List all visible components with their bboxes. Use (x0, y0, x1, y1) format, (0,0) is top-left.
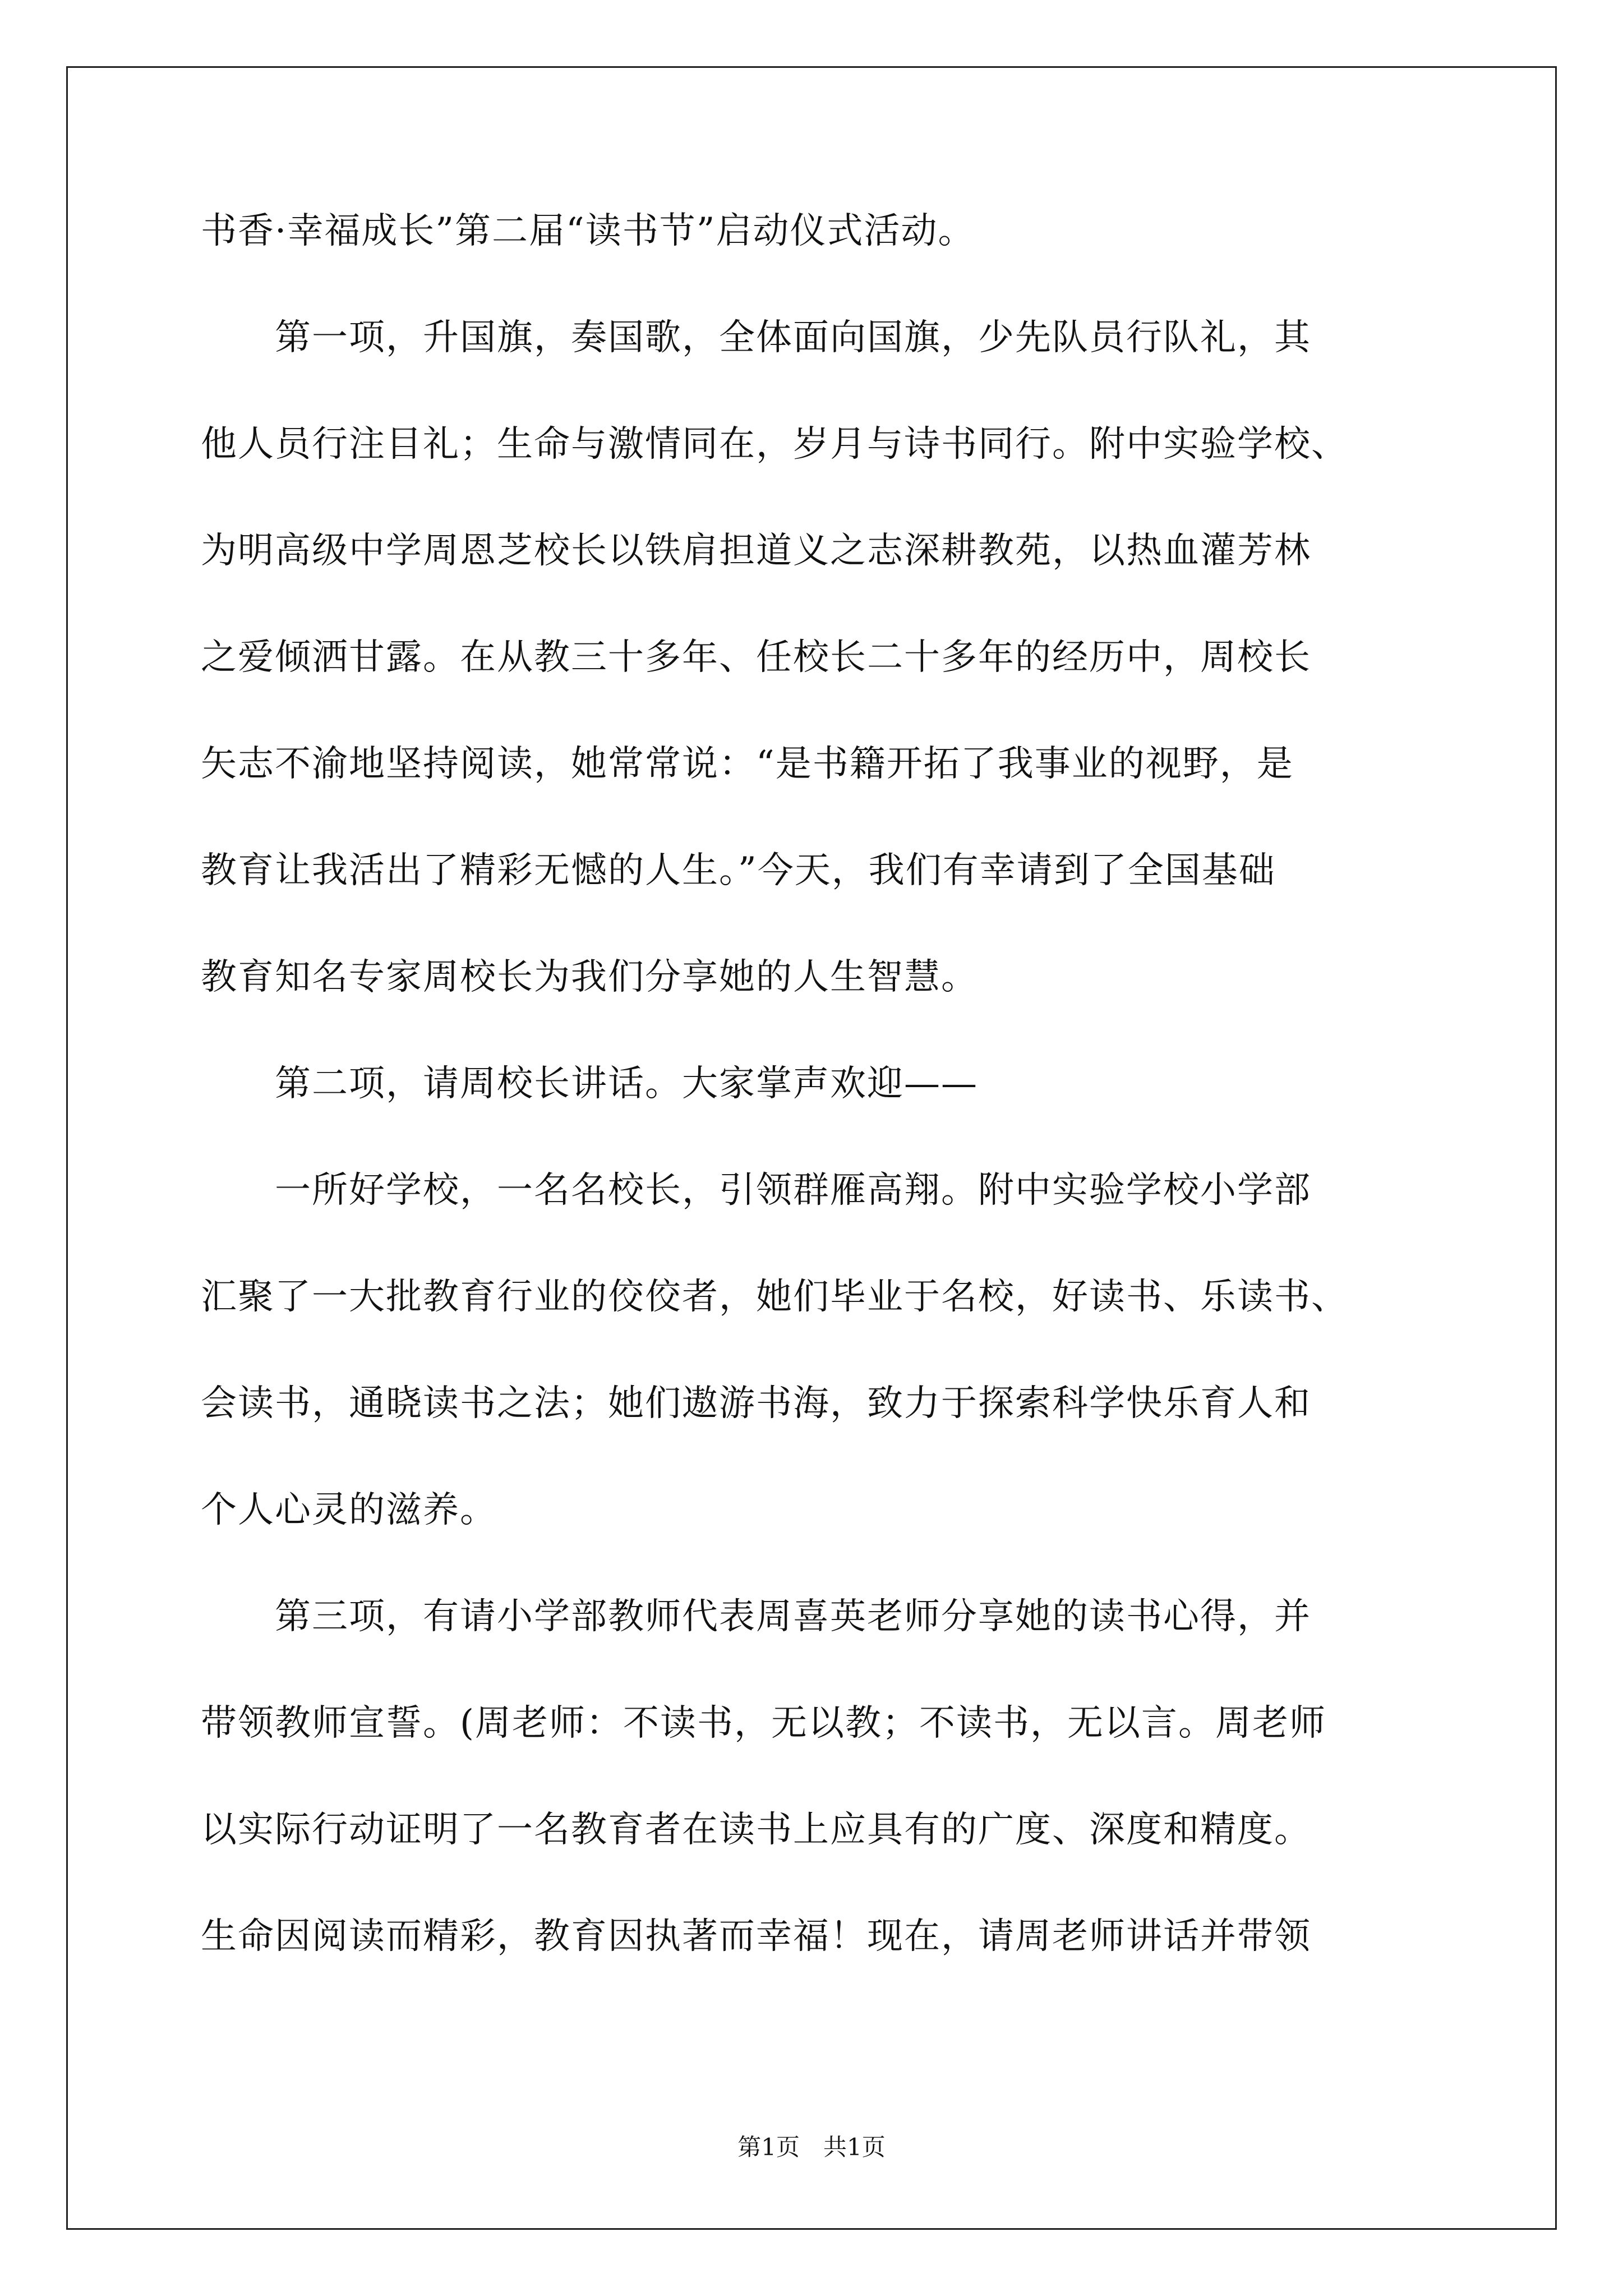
text-line: 矢志不渝地坚持阅读，她常常说：“是书籍开拓了我事业的视野，是 (201, 743, 1294, 785)
text-line: 带领教师宣誓。(周老师：不读书，无以教；不读书，无以言。周老师 (201, 1703, 1326, 1744)
text-line: 第二项，请周校长讲话。大家掌声欢迎—— (201, 1063, 978, 1105)
text-line: 生命因阅读而精彩，教育因执著而幸福！现在，请周老师讲话并带领 (201, 1916, 1311, 1957)
page-border (66, 66, 1557, 2230)
text-line: 汇聚了一大批教育行业的佼佼者，她们毕业于名校，好读书、乐读书、 (201, 1276, 1348, 1318)
text-line: 个人心灵的滋养。 (201, 1489, 497, 1531)
text-line: 他人员行注目礼；生命与激情同在，岁月与诗书同行。附中实验学校、 (201, 424, 1348, 465)
text-line: 以实际行动证明了一名教育者在读书上应具有的广度、深度和精度。 (201, 1809, 1311, 1851)
text-line: 教育知名专家周校长为我们分享她的人生智慧。 (201, 956, 978, 998)
text-line: 第三项，有请小学部教师代表周喜英老师分享她的读书心得，并 (201, 1596, 1311, 1637)
text-line: 第一项，升国旗，奏国歌，全体面向国旗，少先队员行队礼，其 (201, 317, 1311, 358)
text-line: 书香·幸福成长”第二届“读书节”启动仪式活动。 (201, 210, 975, 252)
page-number: 第1页 共1页 (737, 2133, 886, 2161)
text-line: 为明高级中学周恩芝校长以铁肩担道义之志深耕教苑，以热血灌芳林 (201, 530, 1311, 572)
text-line: 教育让我活出了精彩无憾的人生。”今天，我们有幸请到了全国基础 (201, 850, 1276, 891)
text-line: 会读书，通晓读书之法；她们遨游书海，致力于探索科学快乐育人和 (201, 1383, 1311, 1424)
text-line: 之爱倾洒甘露。在从教三十多年、任校长二十多年的经历中，周校长 (201, 637, 1311, 678)
text-line: 一所好学校，一名名校长，引领群雁高翔。附中实验学校小学部 (201, 1170, 1311, 1211)
